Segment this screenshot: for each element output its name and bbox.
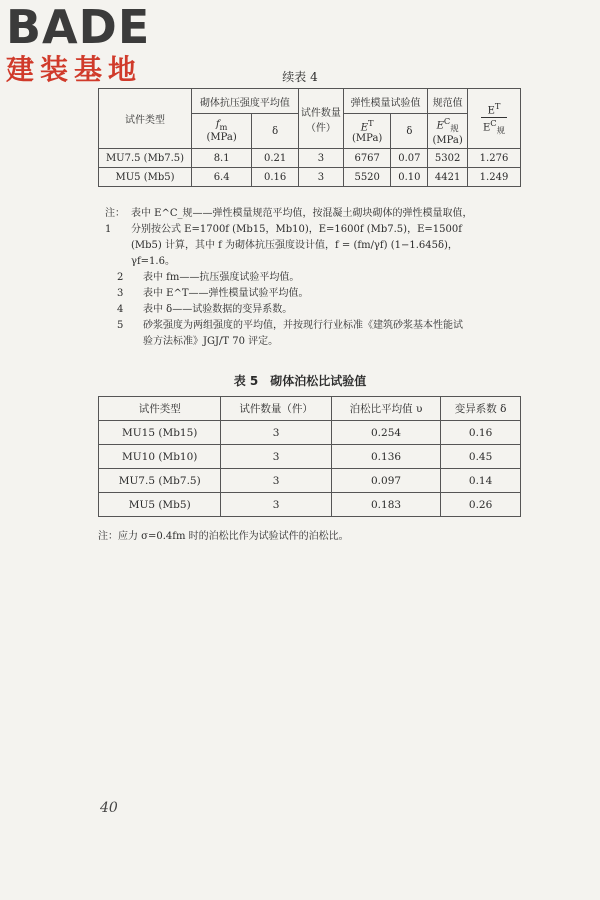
table5-note: 注：应力 σ=0.4fm 时的泊松比作为试验试件的泊松比。: [98, 531, 349, 542]
header-delta: δ: [252, 114, 299, 149]
header-strength-group: 砌体抗压强度平均值: [192, 89, 299, 114]
table-row: MU5 (Mb5) 6.4 0.16 3 5520 0.10 4421 1.249: [99, 168, 521, 187]
ratio-fraction: $\frac{E^T}{E^C_规}$: [482, 101, 506, 135]
note-1: 注：1 表中 E^C_规——弹性模量规范平均值，按混凝土砌块砌体的弹性模量取值， 分别按公式 E=1700f (Mb15，Mb10)，E=1600f (Mb7.5)，E=1500f (Mb5) 计算，其中 f 为砌体抗压强度设计值，f = (fm/γf) (1−1.645δ)， γf=1.6。: [105, 208, 473, 267]
table5-title: 表 5 砌体泊松比试验值: [233, 374, 367, 388]
logo-main-text: BADE: [6, 0, 151, 54]
note-4: 4 表中 δ——试验数据的变异系数。: [117, 304, 293, 315]
header-poisson: 泊松比平均值 υ: [331, 397, 440, 421]
header-count: 试件数量（件）: [221, 397, 331, 421]
header-modulus-group: 弹性模量试验值: [343, 89, 427, 114]
table4: [98, 88, 521, 187]
note-5: 5 砂浆强度为两组强度的平均值，并按现行行业标准《建筑砂浆基本性能试 验方法标准》JGJ/T 70 评定。: [117, 320, 463, 347]
header-delta-2: δ: [391, 114, 428, 149]
header-cv: 变异系数 δ: [441, 397, 521, 421]
note-2: 2 表中 fm——抗压强度试验平均值。: [117, 272, 300, 283]
table4-title: 续表 4: [282, 70, 318, 84]
page-number: 40: [100, 800, 118, 816]
table5-header-row: [99, 397, 521, 421]
table-row: MU5 (Mb5) 3 0.183 0.26: [99, 493, 521, 517]
header-count: 试件数量（件）: [298, 89, 343, 149]
logo-sub-text: 建装基地: [6, 53, 143, 86]
table-row: MU15 (Mb15) 3 0.254 0.16: [99, 421, 521, 445]
table-row: MU7.5 (Mb7.5) 8.1 0.21 3 6767 0.07 5302 1.276: [99, 149, 521, 168]
header-fm: $f_m$ (MPa): [192, 114, 252, 149]
header-specimen-type: 试件类型: [99, 89, 192, 149]
header-eg: $E^C_规$ (MPa): [428, 114, 468, 149]
table-row: MU10 (Mb10) 3 0.136 0.45: [99, 445, 521, 469]
table-row: MU7.5 (Mb7.5) 3 0.097 0.14: [99, 469, 521, 493]
header-ratio: [468, 89, 521, 149]
note-3: 3 表中 E^T——弹性模量试验平均值。: [117, 288, 309, 299]
header-et: $E^T$ (MPa): [343, 114, 391, 149]
table4-notes: [105, 206, 525, 350]
header-norm-group: 规范值: [428, 89, 468, 114]
table5: [98, 396, 521, 517]
header-specimen-type: 试件类型: [99, 397, 221, 421]
